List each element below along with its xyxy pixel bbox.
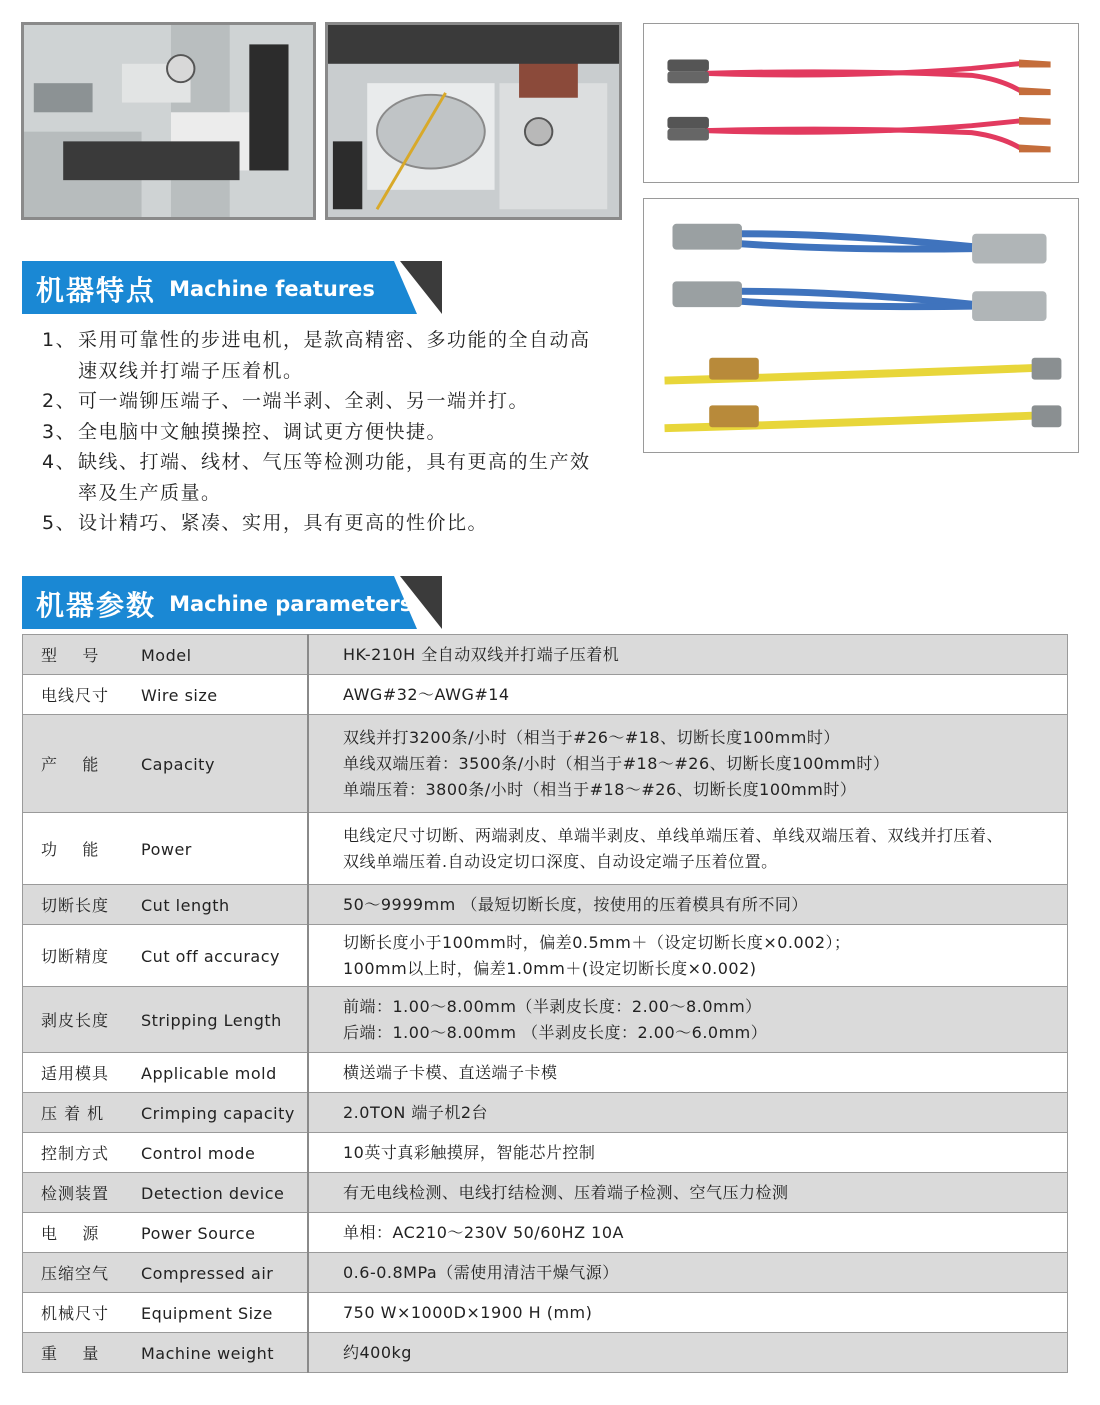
parameters-heading: 机器参数 Machine parameters bbox=[36, 589, 413, 622]
parameter-value-line: 双线并打3200条/小时（相当于#26～#18、切断长度100mm时） bbox=[343, 727, 840, 747]
parameter-row bbox=[23, 987, 1068, 1053]
parameter-label-zh: 剥皮长度 bbox=[41, 1011, 110, 1030]
parameter-label-en: Wire size bbox=[141, 686, 218, 705]
parameter-value-cell bbox=[308, 1333, 1068, 1373]
parameter-value-line: 单相：AC210～230V 50/60HZ 10A bbox=[343, 1222, 624, 1242]
parameter-label-en: Power Source bbox=[141, 1224, 256, 1243]
parameter-label-en: Model bbox=[141, 646, 192, 665]
parameter-value-cell bbox=[308, 1053, 1068, 1093]
parameter-row bbox=[23, 635, 1068, 675]
features-banner bbox=[22, 261, 442, 314]
parameter-label-en: Detection device bbox=[141, 1184, 285, 1203]
parameter-value-cell bbox=[308, 635, 1068, 675]
parameter-value-cell bbox=[308, 675, 1068, 715]
parameter-label-cell bbox=[23, 635, 309, 675]
parameter-value-line: 0.6-0.8MPa（需使用清洁干燥气源） bbox=[343, 1262, 619, 1282]
parameter-row bbox=[23, 675, 1068, 715]
parameter-value-line: 有无电线检测、电线打结检测、压着端子检测、空气压力检测 bbox=[343, 1182, 789, 1202]
parameter-label-zh: 检测装置 bbox=[41, 1184, 110, 1203]
parameter-value-line: 后端：1.00～8.00mm （半剥皮长度：2.00～6.0mm） bbox=[343, 1022, 768, 1042]
parameter-label-zh: 切断精度 bbox=[41, 947, 110, 966]
parameter-label-en: Compressed air bbox=[141, 1264, 274, 1283]
parameter-value-line: 电线定尺寸切断、两端剥皮、单端半剥皮、单线单端压着、单线双端压着、双线并打压着、 bbox=[343, 825, 1004, 845]
parameter-label-zh: 产 能 bbox=[41, 755, 100, 774]
red-wire-samples-photo bbox=[643, 23, 1079, 183]
parameter-value-cell bbox=[308, 885, 1068, 925]
parameter-value-cell bbox=[308, 1253, 1068, 1293]
blue-yellow-wire-samples-photo bbox=[643, 198, 1079, 453]
parameter-value-line: HK-210H 全自动双线并打端子压着机 bbox=[343, 644, 620, 664]
parameter-value-cell bbox=[308, 987, 1068, 1053]
parameter-label-cell bbox=[23, 675, 309, 715]
parameter-label-zh: 压缩空气 bbox=[41, 1264, 110, 1283]
parameter-row bbox=[23, 1133, 1068, 1173]
parameter-label-zh: 切断长度 bbox=[41, 896, 110, 915]
parameters-table bbox=[22, 634, 1068, 1373]
parameter-label-cell bbox=[23, 1173, 309, 1213]
parameter-value-line: 前端：1.00～8.00mm（半剥皮长度：2.00～8.0mm） bbox=[343, 996, 762, 1016]
parameter-value-cell bbox=[308, 925, 1068, 987]
parameter-label-cell bbox=[23, 1133, 309, 1173]
parameter-label-zh: 机械尺寸 bbox=[41, 1304, 110, 1323]
parameter-row bbox=[23, 1333, 1068, 1373]
parameter-label-zh: 型 号 bbox=[41, 646, 100, 665]
features-heading: 机器特点 Machine features bbox=[36, 274, 375, 307]
parameter-label-cell bbox=[23, 1293, 309, 1333]
parameter-value-line: 约400kg bbox=[343, 1342, 412, 1362]
parameter-label-zh: 电 源 bbox=[41, 1224, 100, 1243]
parameter-label-cell bbox=[23, 885, 309, 925]
parameters-banner bbox=[22, 576, 442, 629]
parameter-value-cell bbox=[308, 1093, 1068, 1133]
parameter-label-cell bbox=[23, 813, 309, 885]
parameter-label-cell bbox=[23, 715, 309, 813]
parameter-label-en: Stripping Length bbox=[141, 1011, 282, 1030]
parameter-label-zh: 控制方式 bbox=[41, 1144, 110, 1163]
parameter-row bbox=[23, 885, 1068, 925]
parameter-label-zh: 电线尺寸 bbox=[41, 686, 110, 705]
parameter-value-cell bbox=[308, 1293, 1068, 1333]
parameter-row bbox=[23, 925, 1068, 987]
parameter-label-zh: 功 能 bbox=[41, 840, 100, 859]
parameter-label-cell bbox=[23, 1333, 309, 1373]
parameter-label-en: Capacity bbox=[141, 755, 215, 774]
parameter-value-line: 10英寸真彩触摸屏，智能芯片控制 bbox=[343, 1142, 596, 1162]
parameter-row bbox=[23, 715, 1068, 813]
parameter-value-line: 双线单端压着.自动设定切口深度、自动设定端子压着位置。 bbox=[343, 851, 778, 871]
features-list bbox=[42, 325, 602, 539]
feature-item: 1、 采用可靠性的步进电机，是款高精密、多功能的全自动高速双线并打端子压着机。 bbox=[42, 329, 591, 382]
parameter-value-line: 单线双端压着：3500条/小时（相当于#18～#26、切断长度100mm时） bbox=[343, 753, 890, 773]
parameter-value-cell bbox=[308, 1173, 1068, 1213]
parameter-row bbox=[23, 1253, 1068, 1293]
feature-item: 5、 设计精巧、紧凑、实用，具有更高的性价比。 bbox=[42, 512, 489, 534]
parameter-row bbox=[23, 1293, 1068, 1333]
parameter-value-line: 横送端子卡模、直送端子卡模 bbox=[343, 1062, 558, 1082]
parameter-label-cell bbox=[23, 1213, 309, 1253]
parameter-label-en: Cut length bbox=[141, 896, 230, 915]
parameter-label-en: Machine weight bbox=[141, 1344, 275, 1363]
parameter-label-en: Cut off accuracy bbox=[141, 947, 280, 966]
parameter-value-line: 切断长度小于100mm时，偏差0.5mm＋（设定切断长度×0.002）； bbox=[343, 932, 851, 952]
parameter-label-en: Applicable mold bbox=[141, 1064, 277, 1083]
parameter-value-cell bbox=[308, 715, 1068, 813]
parameter-label-zh: 适用模具 bbox=[41, 1064, 110, 1083]
parameter-row bbox=[23, 1173, 1068, 1213]
parameter-label-cell bbox=[23, 1253, 309, 1293]
parameter-label-en: Power bbox=[141, 840, 192, 859]
parameter-value-line: 50～9999mm （最短切断长度，按使用的压着模具有所不同） bbox=[343, 894, 808, 914]
parameter-row bbox=[23, 1213, 1068, 1253]
parameter-label-cell bbox=[23, 1093, 309, 1133]
machine-photo-wire-feeder bbox=[325, 22, 622, 220]
parameter-value-line: 2.0TON 端子机2台 bbox=[343, 1102, 489, 1122]
parameter-label-cell bbox=[23, 925, 309, 987]
parameter-value-line: 单端压着：3800条/小时（相当于#18～#26、切断长度100mm时） bbox=[343, 779, 857, 799]
parameter-row bbox=[23, 1093, 1068, 1133]
parameter-row bbox=[23, 1053, 1068, 1093]
parameter-label-en: Control mode bbox=[141, 1144, 256, 1163]
parameter-label-cell bbox=[23, 1053, 309, 1093]
feature-item: 4、 缺线、打端、线材、气压等检测功能，具有更高的生产效率及生产质量。 bbox=[42, 451, 591, 504]
parameter-value-cell bbox=[308, 1213, 1068, 1253]
parameter-value-line: AWG#32～AWG#14 bbox=[343, 684, 510, 704]
parameter-value-cell bbox=[308, 813, 1068, 885]
parameter-value-line: 100mm以上时，偏差1.0mm＋(设定切断长度×0.002) bbox=[343, 958, 757, 978]
parameter-row bbox=[23, 813, 1068, 885]
parameter-label-en: Crimping capacity bbox=[141, 1104, 295, 1123]
parameter-value-line: 750 W×1000D×1900 H (mm) bbox=[343, 1302, 593, 1322]
machine-photo-crimp-head bbox=[21, 22, 316, 220]
parameter-value-cell bbox=[308, 1133, 1068, 1173]
parameter-label-zh: 压 着 机 bbox=[41, 1104, 105, 1123]
parameter-label-cell bbox=[23, 987, 309, 1053]
feature-item: 3、 全电脑中文触摸操控、调试更方便快捷。 bbox=[42, 420, 448, 443]
parameter-label-en: Equipment Size bbox=[141, 1304, 273, 1323]
feature-item: 2、 可一端铆压端子、一端半剥、全剥、另一端并打。 bbox=[42, 390, 530, 412]
parameter-label-zh: 重 量 bbox=[41, 1344, 100, 1363]
